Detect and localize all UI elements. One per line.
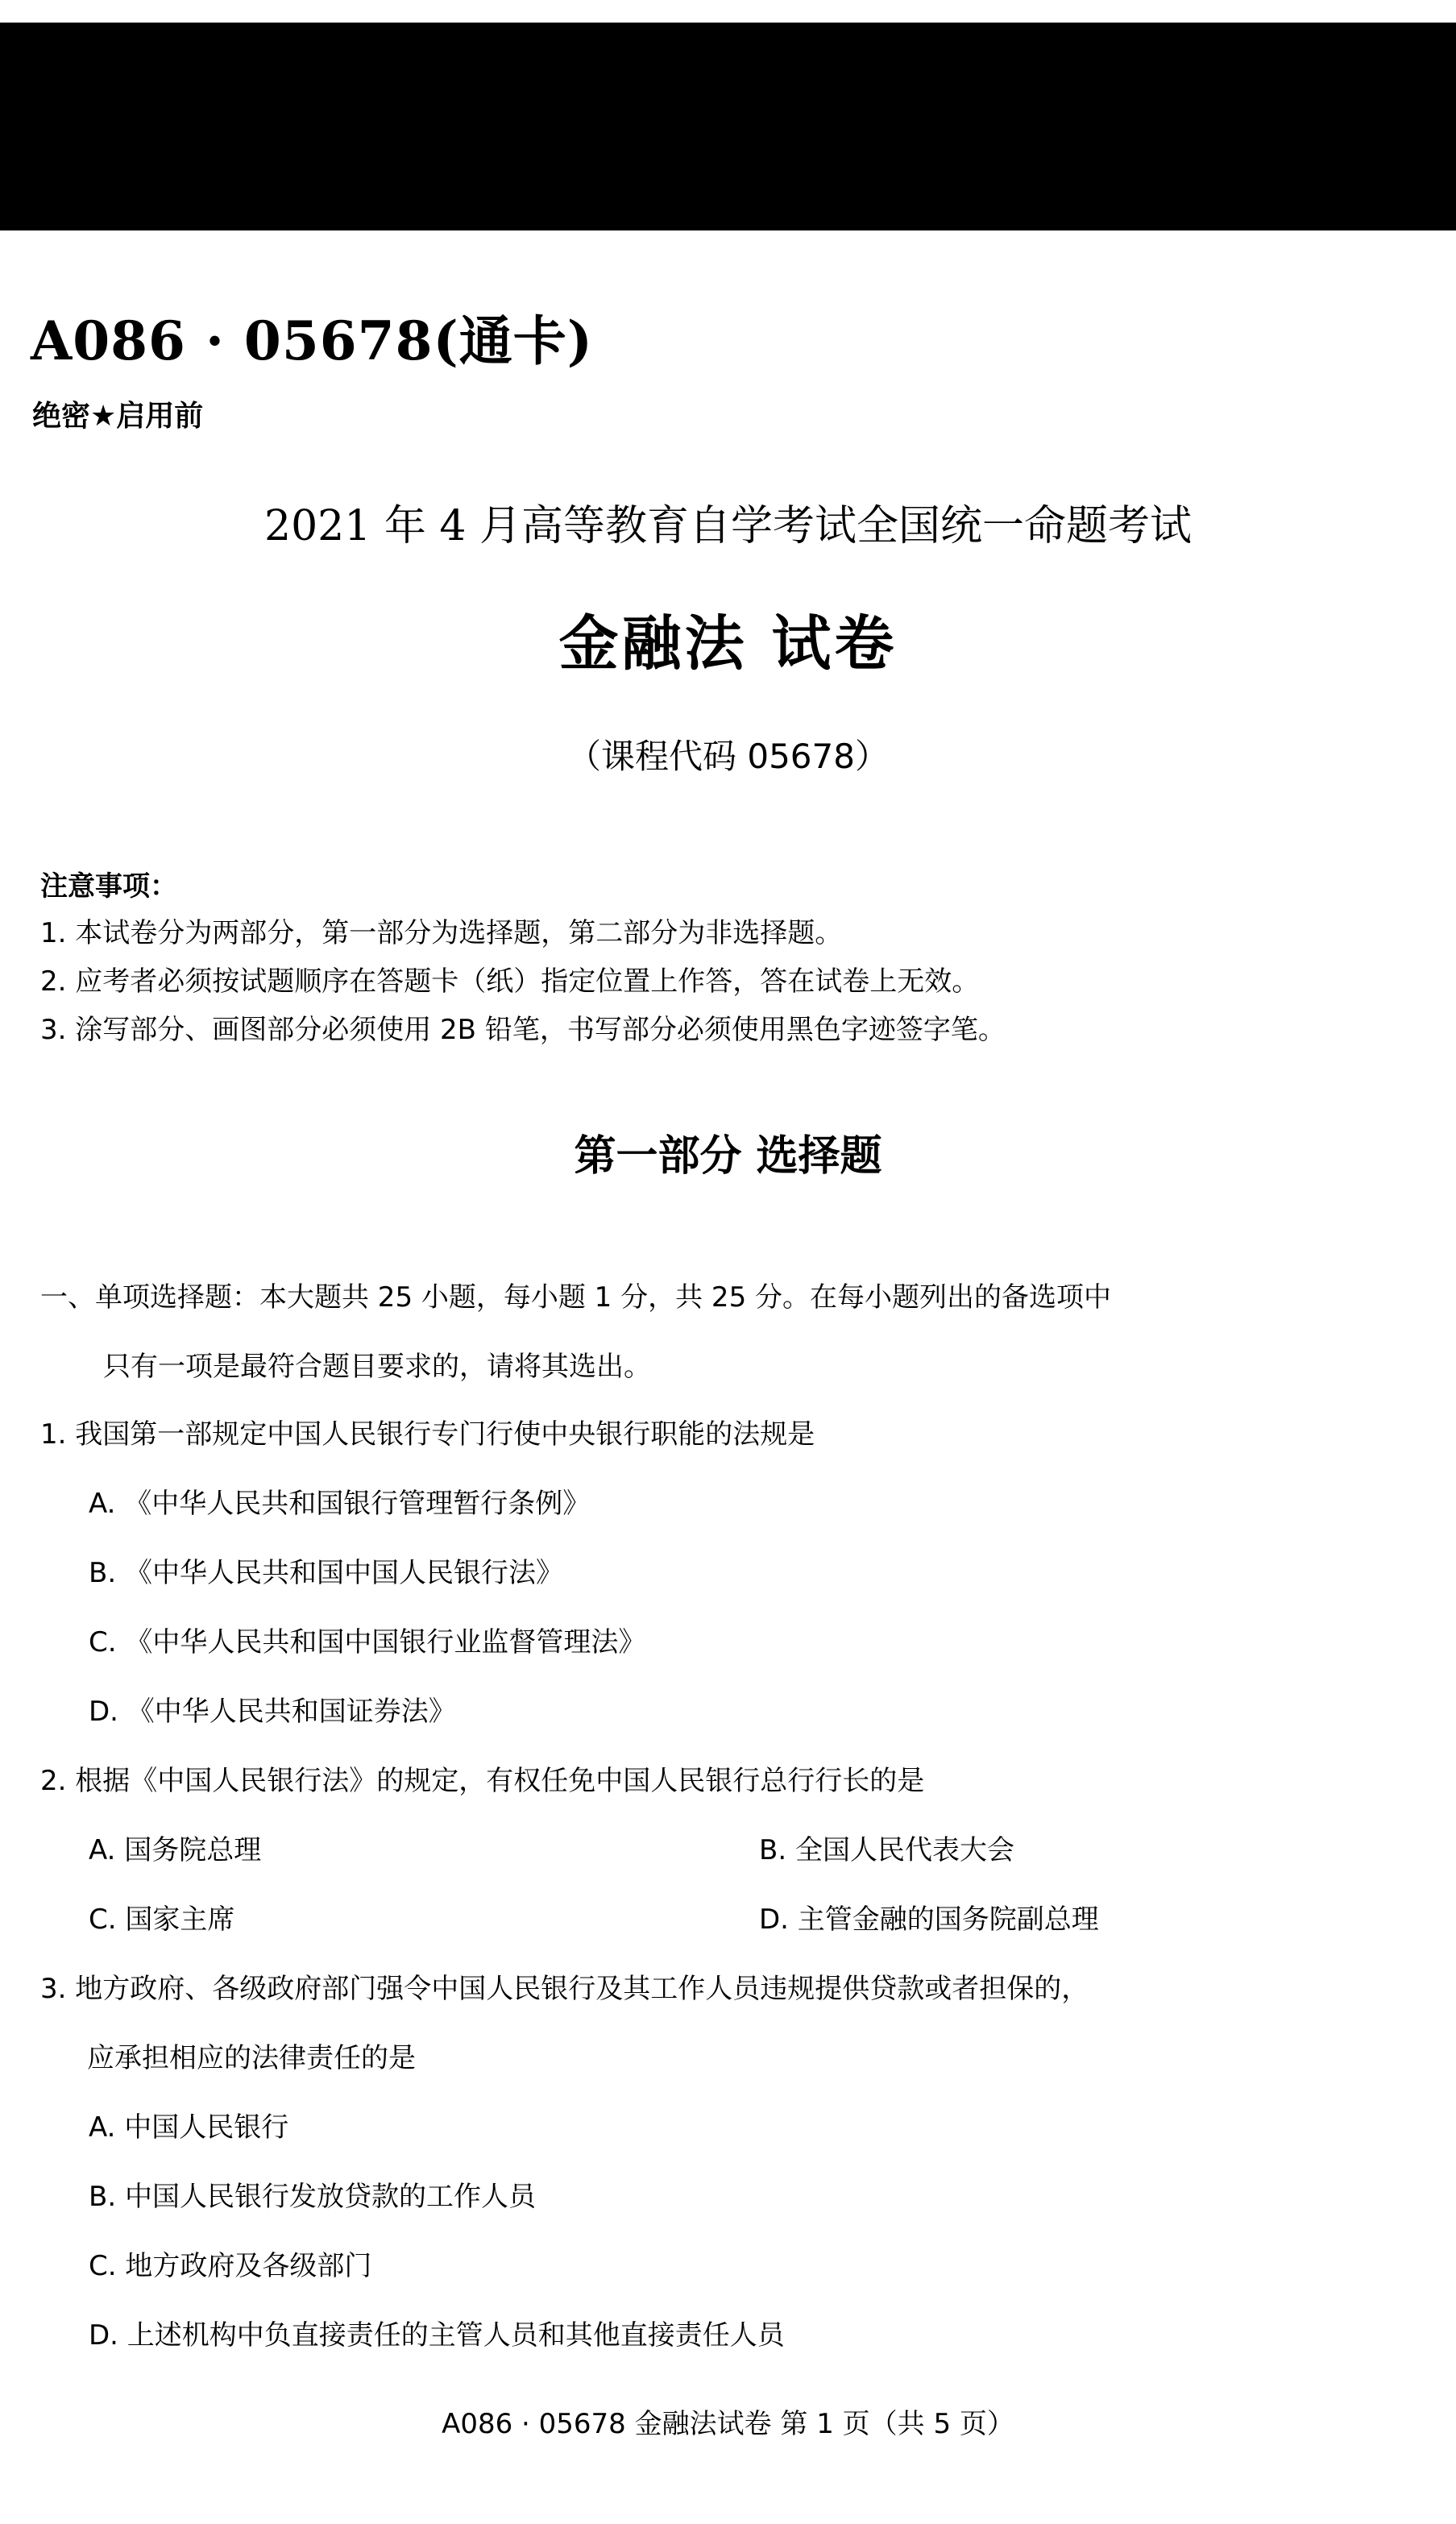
part-one-title: 第一部分 选择题 <box>574 1132 882 1181</box>
question-option: B. 《中华人民共和国中国人民银行法》 <box>89 1557 563 1589</box>
section-instruction: 一、单项选择题：本大题共 25 小题，每小题 1 分，共 25 分。在每小题列出的备选项中 <box>40 1281 1112 1314</box>
question-stem-cont: 应承担相应的法律责任的是 <box>87 2042 416 2074</box>
question-option: A. 国务院总理 <box>89 1834 262 1866</box>
question-stem: 3. 地方政府、各级政府部门强令中国人民银行及其工作人员违规提供贷款或者担保的， <box>40 1973 1089 2005</box>
question-option: A. 《中华人民共和国银行管理暂行条例》 <box>89 1488 591 1520</box>
question-option: D. 《中华人民共和国证券法》 <box>89 1696 456 1728</box>
question-option: A. 中国人民银行 <box>89 2111 289 2144</box>
question-option: B. 中国人民银行发放贷款的工作人员 <box>89 2181 536 2213</box>
question-option: C. 国家主席 <box>89 1903 235 1936</box>
note-item: 1. 本试卷分为两部分，第一部分为选择题，第二部分为非选择题。 <box>40 917 843 949</box>
question-option: B. 全国人民代表大会 <box>759 1834 1014 1866</box>
redaction-bar <box>0 23 1456 230</box>
exam-title: 2021 年 4 月高等教育自学考试全国统一命题考试 <box>263 502 1192 550</box>
section-instruction-cont: 只有一项是最符合题目要求的，请将其选出。 <box>103 1351 651 1383</box>
course-code: （课程代码 05678） <box>567 737 889 776</box>
exam-code-header: A086 · 05678(通卡) <box>31 309 593 372</box>
question-option: C. 地方政府及各级部门 <box>89 2250 372 2282</box>
question-option: C. 《中华人民共和国中国银行业监督管理法》 <box>89 1626 646 1658</box>
notes-title: 注意事项： <box>40 870 177 903</box>
question-option: D. 主管金融的国务院副总理 <box>759 1903 1099 1936</box>
note-item: 3. 涂写部分、画图部分必须使用 2B 铅笔，书写部分必须使用黑色字迹签字笔。 <box>40 1014 1006 1046</box>
confidential-label: 绝密★启用前 <box>32 400 204 433</box>
question-option: D. 上述机构中负直接责任的主管人员和其他直接责任人员 <box>89 2319 785 2352</box>
question-stem: 1. 我国第一部规定中国人民银行专门行使中央银行职能的法规是 <box>40 1418 815 1451</box>
page-footer: A086 · 05678 金融法试卷 第 1 页（共 5 页） <box>442 2408 1014 2440</box>
paper-title: 金融法 试卷 <box>558 609 898 679</box>
question-stem: 2. 根据《中国人民银行法》的规定，有权任免中国人民银行总行行长的是 <box>40 1765 925 1797</box>
note-item: 2. 应考者必须按试题顺序在答题卡（纸）指定位置上作答，答在试卷上无效。 <box>40 965 980 998</box>
